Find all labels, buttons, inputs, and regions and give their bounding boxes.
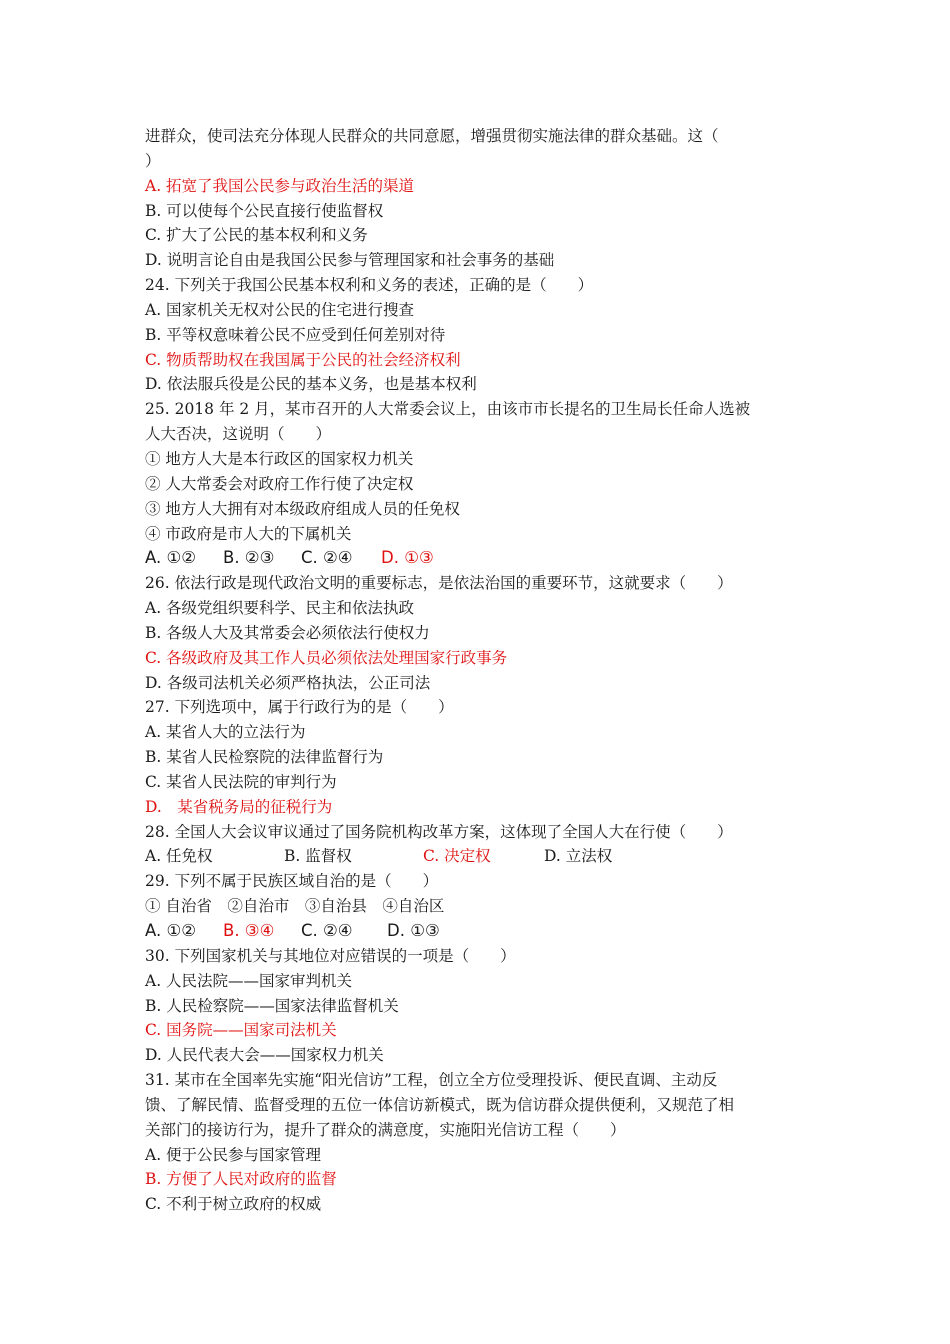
q28-option-a: A. 任免权 [145, 847, 213, 866]
q25-option-a: A. ①② [145, 548, 197, 568]
q25-statement-1: ① 地方人大是本行政区的国家权力机关 [145, 449, 414, 468]
q31-stem: 31. 某市在全国率先实施“阳光信访”工程，创立全方位受理投诉、便民直调、主动反 [145, 1071, 718, 1090]
q25-statement-3: ③ 地方人大拥有对本级政府组成人员的任免权 [145, 499, 460, 518]
q23-option-a-answer: A. 拓宽了我国公民参与政治生活的渠道 [145, 176, 415, 195]
q24-option-d: D. 依法服兵役是公民的基本义务，也是基本权利 [145, 375, 477, 394]
q26-option-b: B. 各级人大及其常委会必须依法行使权力 [145, 623, 430, 642]
q26-option-a: A. 各级党组织要科学、民主和依法执政 [145, 599, 415, 618]
q29-stem: 29. 下列不属于民族区域自治的是（ ） [145, 872, 439, 891]
q28-options [145, 844, 825, 869]
exam-page [145, 124, 825, 1217]
q25-options [145, 546, 825, 571]
q28-option-d: D. 立法权 [544, 847, 613, 866]
q25-statement-4: ④ 市政府是市人大的下属机关 [145, 524, 352, 543]
q29-options [145, 919, 825, 944]
q24-option-b: B. 平等权意味着公民不应受到任何差别对待 [145, 325, 446, 344]
q23-option-c: C. 扩大了公民的基本权利和义务 [145, 226, 368, 245]
q27-option-d-answer: D. 某省税务局的征税行为 [145, 797, 333, 816]
q23-stem-end: ） [145, 151, 161, 170]
q25-stem-line2: 人大否决，这说明（ ） [145, 425, 332, 444]
q29-option-b-answer: B. ③④ [223, 921, 275, 940]
q27-option-a: A. 某省人大的立法行为 [145, 723, 306, 742]
q23-stem-continued: 进群众，使司法充分体现人民群众的共同意愿，增强贯彻实施法律的群众基础。这（ [145, 127, 719, 145]
q26-option-d: D. 各级司法机关必须严格执法，公正司法 [145, 673, 431, 692]
q29-option-a: A. ①② [145, 921, 197, 940]
q25-option-d-answer: D. ①③ [381, 548, 434, 568]
q30-stem: 30. 下列国家机关与其地位对应错误的一项是（ ） [145, 946, 516, 965]
q25-statement-2: ② 人大常委会对政府工作行使了决定权 [145, 474, 414, 493]
q25-option-c: C. ②④ [301, 548, 353, 568]
q30-option-b: B. 人民检察院——国家法律监督机关 [145, 996, 399, 1015]
q27-option-c: C. 某省人民法院的审判行为 [145, 772, 337, 791]
q23-option-d: D. 说明言论自由是我国公民参与管理国家和社会事务的基础 [145, 251, 555, 270]
q30-option-c-answer: C. 国务院——国家司法机关 [145, 1021, 337, 1040]
q24-option-a: A. 国家机关无权对公民的住宅进行搜查 [145, 300, 415, 319]
q28-stem: 28. 全国人大会议审议通过了国务院机构改革方案，这体现了全国人大在行使（ ） [145, 822, 733, 841]
q23-option-b: B. 可以使每个公民直接行使监督权 [145, 201, 384, 220]
q28-option-b: B. 监督权 [284, 847, 352, 866]
q25-stem: 25. 2018 年 2 月，某市召开的人大常委会议上，由该市市长提名的卫生局长任命人选被 [145, 400, 751, 419]
q30-option-d: D. 人民代表大会——国家权力机关 [145, 1046, 384, 1065]
q27-option-b: B. 某省人民检察院的法律监督行为 [145, 748, 384, 767]
q24-stem: 24. 下列关于我国公民基本权利和义务的表述，正确的是（ ） [145, 276, 594, 295]
q29-statements: ① 自治省 ②自治市 ③自治县 ④自治区 [145, 897, 445, 916]
q28-option-c-answer: C. 决定权 [423, 847, 491, 866]
q27-stem: 27. 下列选项中，属于行政行为的是（ ） [145, 698, 454, 717]
q29-option-c: C. ②④ [301, 921, 353, 940]
q29-option-d: D. ①③ [387, 921, 440, 940]
q31-stem-line2: 馈、了解民情、监督受理的五位一体信访新模式，既为信访群众提供便利，又规范了相 [145, 1095, 735, 1114]
q30-option-a: A. 人民法院——国家审判机关 [145, 971, 353, 990]
q25-option-b: B. ②③ [223, 548, 275, 568]
q31-option-b-answer: B. 方便了人民对政府的监督 [145, 1170, 337, 1189]
q31-option-c: C. 不利于树立政府的权威 [145, 1195, 322, 1214]
q24-option-c-answer: C. 物质帮助权在我国属于公民的社会经济权利 [145, 350, 461, 369]
q26-stem: 26. 依法行政是现代政治文明的重要标志，是依法治国的重要环节，这就要求（ ） [145, 574, 733, 593]
q31-option-a: A. 便于公民参与国家管理 [145, 1145, 322, 1164]
q26-option-c-answer: C. 各级政府及其工作人员必须依法处理国家行政事务 [145, 648, 508, 667]
q31-stem-line3: 关部门的接访行为，提升了群众的满意度，实施阳光信访工程（ ） [145, 1120, 626, 1139]
